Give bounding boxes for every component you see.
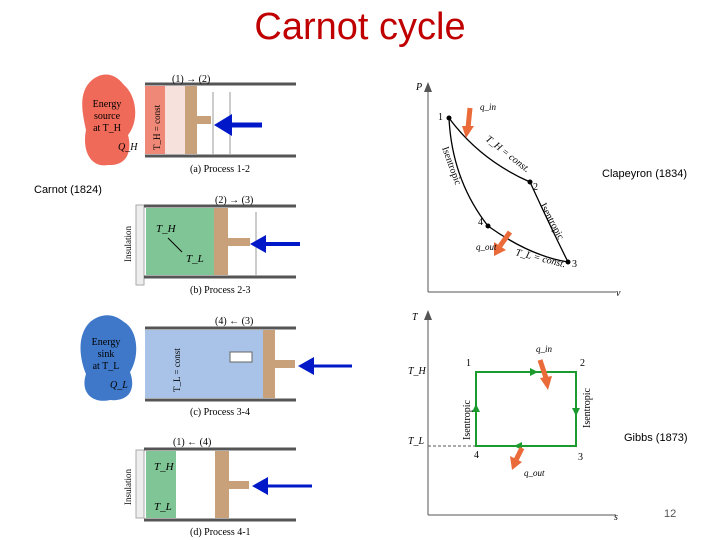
energy-source-label-1: Energy <box>92 99 122 110</box>
states-3-4: (4) ← (3) <box>215 316 254 327</box>
ts-isentropic-right: Isentropic <box>582 388 593 428</box>
ts-isentropic-left: Isentropic <box>462 400 473 440</box>
cold-gas <box>145 330 263 398</box>
ts-axis-t: T <box>412 312 418 323</box>
caption-1-2: (a) Process 1-2 <box>190 164 250 175</box>
pv-th-label: T_H = const. <box>483 133 532 176</box>
piston-3-4 <box>263 330 275 398</box>
insulation-1 <box>136 205 144 285</box>
ts-th-label: T_H <box>408 366 426 377</box>
gibbs-label: Gibbs (1873) <box>624 432 688 444</box>
pv-axis-v: v <box>616 288 621 299</box>
ts-qin: q_in <box>536 344 553 354</box>
ts-point-3: 3 <box>578 452 583 463</box>
ts-point-1: 1 <box>466 358 471 369</box>
states-1-2: (1) → (2) <box>172 74 211 85</box>
pv-isentropic-right: Isentropic <box>537 201 566 242</box>
ts-point-2: 2 <box>580 358 585 369</box>
carnot-label: Carnot (1824) <box>34 184 102 196</box>
pv-tl-label: T_L = const. <box>514 247 567 271</box>
ts-point-4: 4 <box>474 450 479 461</box>
caption-2-3: (b) Process 2-3 <box>190 285 251 296</box>
energy-sink-label-2: sink <box>97 349 115 360</box>
slide-number: 12 <box>664 508 677 520</box>
energy-sink-label-3: at T_L <box>92 361 120 372</box>
page-title: Carnot cycle <box>254 6 466 48</box>
heat-qh-label: Q_H <box>118 142 138 153</box>
insulation-label-1: Insulation <box>123 226 133 262</box>
process-2-3 <box>123 195 300 296</box>
piston-rod <box>197 116 211 124</box>
tl-const-label: T_L = const <box>172 348 182 392</box>
energy-source-label-3: at T_H <box>93 123 121 134</box>
ts-qout: q_out <box>524 468 545 478</box>
energy-source-label-2: source <box>93 111 121 122</box>
piston-2-3 <box>214 208 228 275</box>
th-4-1: T_H <box>154 461 174 473</box>
piston-4-1 <box>215 451 229 518</box>
pv-point-2: 2 <box>533 182 538 193</box>
process-3-4 <box>81 315 353 418</box>
pv-point-4: 4 <box>478 217 483 228</box>
tl-4-1: T_L <box>154 501 172 513</box>
piston <box>185 86 197 154</box>
caption-3-4: (c) Process 3-4 <box>190 407 250 418</box>
th-2-3: T_H <box>156 223 176 235</box>
caption-4-1: (d) Process 4-1 <box>190 527 251 538</box>
states-4-1: (1) ← (4) <box>173 437 212 448</box>
ts-axis-s: s <box>614 512 618 523</box>
gas-2-3 <box>146 208 214 275</box>
pv-axis-p: P <box>416 82 423 93</box>
tl-2-3: T_L <box>186 253 204 265</box>
ts-cycle <box>476 372 576 446</box>
insulation-2 <box>136 450 144 518</box>
th-const-label: T_H = const <box>152 104 162 150</box>
insulation-label-2: Insulation <box>123 469 133 505</box>
pv-qout: q_out <box>476 242 497 252</box>
pv-diagram <box>415 82 621 299</box>
ts-tl-label: T_L <box>408 436 425 447</box>
process-1-2 <box>82 74 296 175</box>
energy-sink-label-1: Energy <box>91 337 121 348</box>
process-4-1 <box>123 437 312 538</box>
pv-point-3: 3 <box>572 259 577 270</box>
clapeyron-label: Clapeyron (1834) <box>602 168 687 180</box>
states-2-3: (2) → (3) <box>215 195 254 206</box>
pv-qin: q_in <box>480 102 497 112</box>
ts-diagram <box>408 310 618 523</box>
pv-point-1: 1 <box>438 112 443 123</box>
heat-ql-label: Q_L <box>110 380 128 391</box>
pv-isentropic-left: Isentropic <box>439 145 464 187</box>
pv-th-curve <box>449 118 530 182</box>
